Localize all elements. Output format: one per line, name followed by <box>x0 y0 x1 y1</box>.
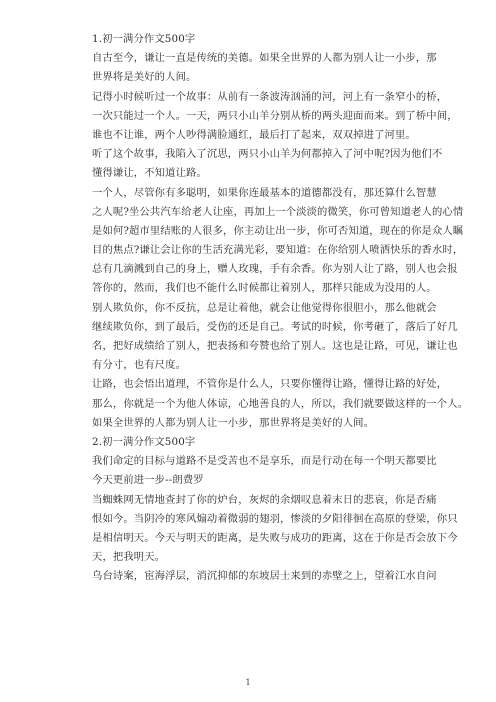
paragraph-line: 谁也不让谁，两个人吵得满脸通红，最后打了起来，双双掉进了河里。 <box>92 128 416 141</box>
section-heading: 2.初一满分作文500字 <box>92 435 196 448</box>
paragraph-line: 答你的，然而，我们也不能什么时候都让着别人，那样只能成为没用的人。 <box>92 282 437 295</box>
paragraph-line: 当蜘蛛网无情地查封了你的炉台，灰烬的余烟叹息着末日的悲哀，你是否痛 <box>92 493 437 506</box>
paragraph-line: 懂得谦让，不知道让路。 <box>92 167 207 180</box>
paragraph-line: 记得小时候听过一个故事：从前有一条波涛汹涌的河，河上有一条窄小的桥， <box>92 90 448 103</box>
paragraph-line: 那么，你就是一个为他人体谅，心地善良的人，所以，我们就要做这样的一个人。 <box>92 397 469 410</box>
paragraph-line: 名，把好成绩给了别人，把表扬和夸赞也给了别人。这也是让路，可见，谦让也 <box>92 340 458 352</box>
paragraph-line: 目的焦点?谦让会让你的生活充满光彩，要知道：在你给别人喷洒快乐的香水时， <box>92 244 464 257</box>
paragraph-line: 世界将是美好的人间。 <box>92 71 197 84</box>
paragraph-line: 听了这个故事，我陷入了沉思，两只小山羊为何都掉入了河中呢?因为他们不 <box>92 148 443 161</box>
paragraph-line: 总有几滴溅到自己的身上，赠人玫瑰，手有余香。你为别人让了路，别人也会报 <box>92 263 458 276</box>
paragraph-line: 天，把我明天。 <box>92 551 166 564</box>
paragraph-line: 有分寸，也有尺度。 <box>92 359 187 372</box>
paragraph-line: 乌台诗案，宦海浮层，消沉抑郁的东坡居士来到的赤壁之上，望着江水自问 <box>92 570 437 583</box>
paragraph-line: 如果全世界的人都为别人让一小步，那世界将是美好的人间。 <box>92 416 375 429</box>
paragraph-line: 是相信明天。今天与明天的距离，是失败与成功的距离，这在于你是否会放下今 <box>92 531 458 544</box>
paragraph-line: 恨如今。当阴冷的寒风煽动着微弱的翅羽，惨淡的夕阳徘徊在高原的登梁，你只 <box>92 512 458 525</box>
paragraph-line: 让路，也会悟出道理，不管你是什么人，只要你懂得让路，懂得让路的好处， <box>92 378 448 391</box>
paragraph-line: 自古至今，谦让一直是传统的美德。如果全世界的人都为别人让一小步，那 <box>92 52 437 65</box>
paragraph-line: 今天更前进一步--朗费罗 <box>92 474 204 487</box>
paragraph-line: 别人欺负你，你不反抗，总是让着他，就会让他觉得你很胆小，那么他就会 <box>92 301 437 314</box>
paragraph-line: 一个人，尽管你有多聪明，如果你连最基本的道德都没有，那还算什么智慧 <box>92 186 437 199</box>
page-number: 1 <box>245 678 251 687</box>
document-body <box>92 30 469 586</box>
paragraph-line: 我们命定的目标与道路不是受苦也不是享乐，而是行动在每一个明天都要比 <box>92 455 437 468</box>
paragraph-line: 之人呢?坐公共汽车给老人让座，再加上一个淡淡的微笑，你可曾知道老人的心情 <box>92 205 464 218</box>
paragraph-line: 是如何?超市里结账的人很多，你主动让出一步，你可否知道，现在的你是众人瞩 <box>92 224 464 237</box>
paragraph-line: 继续欺负你，到了最后，受伤的还是自己。考试的时候，你考砸了，落后了好几 <box>92 320 458 333</box>
section-heading: 1.初一满分作文500字 <box>92 33 196 45</box>
paragraph-line: 一次只能过一个人。一天，两只小山羊分别从桥的两头迎面而来。到了桥中间， <box>92 109 458 122</box>
